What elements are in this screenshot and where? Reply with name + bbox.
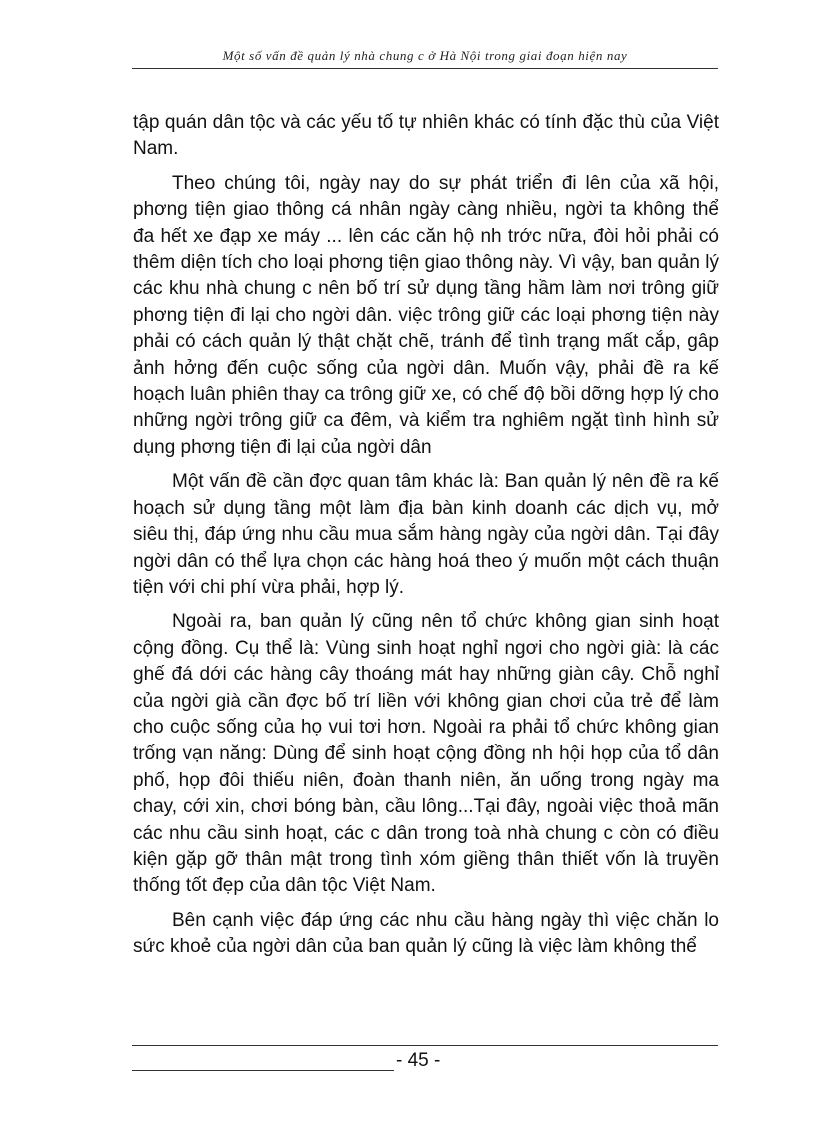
paragraph: Bên cạnh việc đáp ứng các nhu cầu hàng ngày thì việc chăn lo sức khoẻ của ngời dân của ban quản lý cũng là việc làm không thể xyxy=(133,909,719,958)
paragraph-continuation: tập quán dân tộc và các yếu tố tự nhiên khác có tính đặc thù của Việt Nam. xyxy=(133,112,719,160)
paragraph: Theo chúng tôi, ngày nay do sự phát triển đi lên của xã hội, phơng tiện giao thông cá nhân ngày càng nhiều, ngời ta không thể đa hết xe đạp xe máy ... lên các căn hộ nh trớc nữa, đòi hỏi phải có thêm diện tích cho loại phơng tiện giao thông này. Vì vậy, ban quản lý các khu nhà chung c nên bố trí sử dụng tầng hầm làm nơi trông giữ phơng tiện đi lại cho ngời dân. việc trông giữ các loại phơng tiện này phải có cách quản lý thật chặt chẽ, tránh để tình trạng mất cắp, gâp ảnh hởng đến cuộc sống của ngời dân. Muốn vậy, phải đề ra kế hoạch luân phiên thay ca trông giữ xe, có chế độ bồi dỡng hợp lý cho những ngời trông giữ ca đêm, và kiểm tra nghiêm ngặt tình hình sử dụng phơng tiện đi lại của ngời dân xyxy=(133,172,719,458)
footer-divider xyxy=(132,1045,718,1046)
paragraph: Ngoài ra, ban quản lý cũng nên tổ chức không gian sinh hoạt cộng đồng. Cụ thể là: Vùng sinh hoạt nghỉ ngơi cho ngời già: là các ghế đá dới các hàng cây thoáng mát hay những giàn cây. Chỗ nghỉ của ngời già cần đợc bố trí liền với không gian chơi của trẻ để làm cho cuộc sống của họ vui tơi hơn. Ngoài ra phải tổ chức không gian trống vạn năng: Dùng để sinh hoạt cộng đồng nh hội họp của tổ dân phố, họp đôi thiếu niên, đoàn thanh niên, ăn uống trong ngày ma chay, cới xin, chơi bóng bàn, cầu lông...Tại đây, ngoài việc thoả mãn các nhu cầu sinh hoạt, các c dân trong toà nhà chung c còn có điều kiện gặp gỡ thân mật trong tình xóm giềng thân thiết vốn là truyền thống tốt đẹp của dân tộc Việt Nam. xyxy=(133,611,719,897)
page-number: - 45 - xyxy=(396,1050,441,1071)
header-divider xyxy=(132,68,718,69)
body-text xyxy=(133,110,719,969)
paragraph: Một vấn đề cần đợc quan tâm khác là: Ban quản lý nên đề ra kế hoạch sử dụng tầng một làm địa bàn kinh doanh các dịch vụ, mở siêu thị, đáp ứng nhu cầu mua sắm hàng ngày của ngời dân. Tại đây ngời dân có thể lựa chọn các hàng hoá theo ý muốn một cách thuận tiện với chi phí vừa phải, hợp lý. xyxy=(133,471,719,598)
running-header: Một số vấn đề quản lý nhà chung c ở Hà Nội trong giai đoạn hiện nay xyxy=(222,48,628,63)
footer-underline xyxy=(132,1070,394,1071)
